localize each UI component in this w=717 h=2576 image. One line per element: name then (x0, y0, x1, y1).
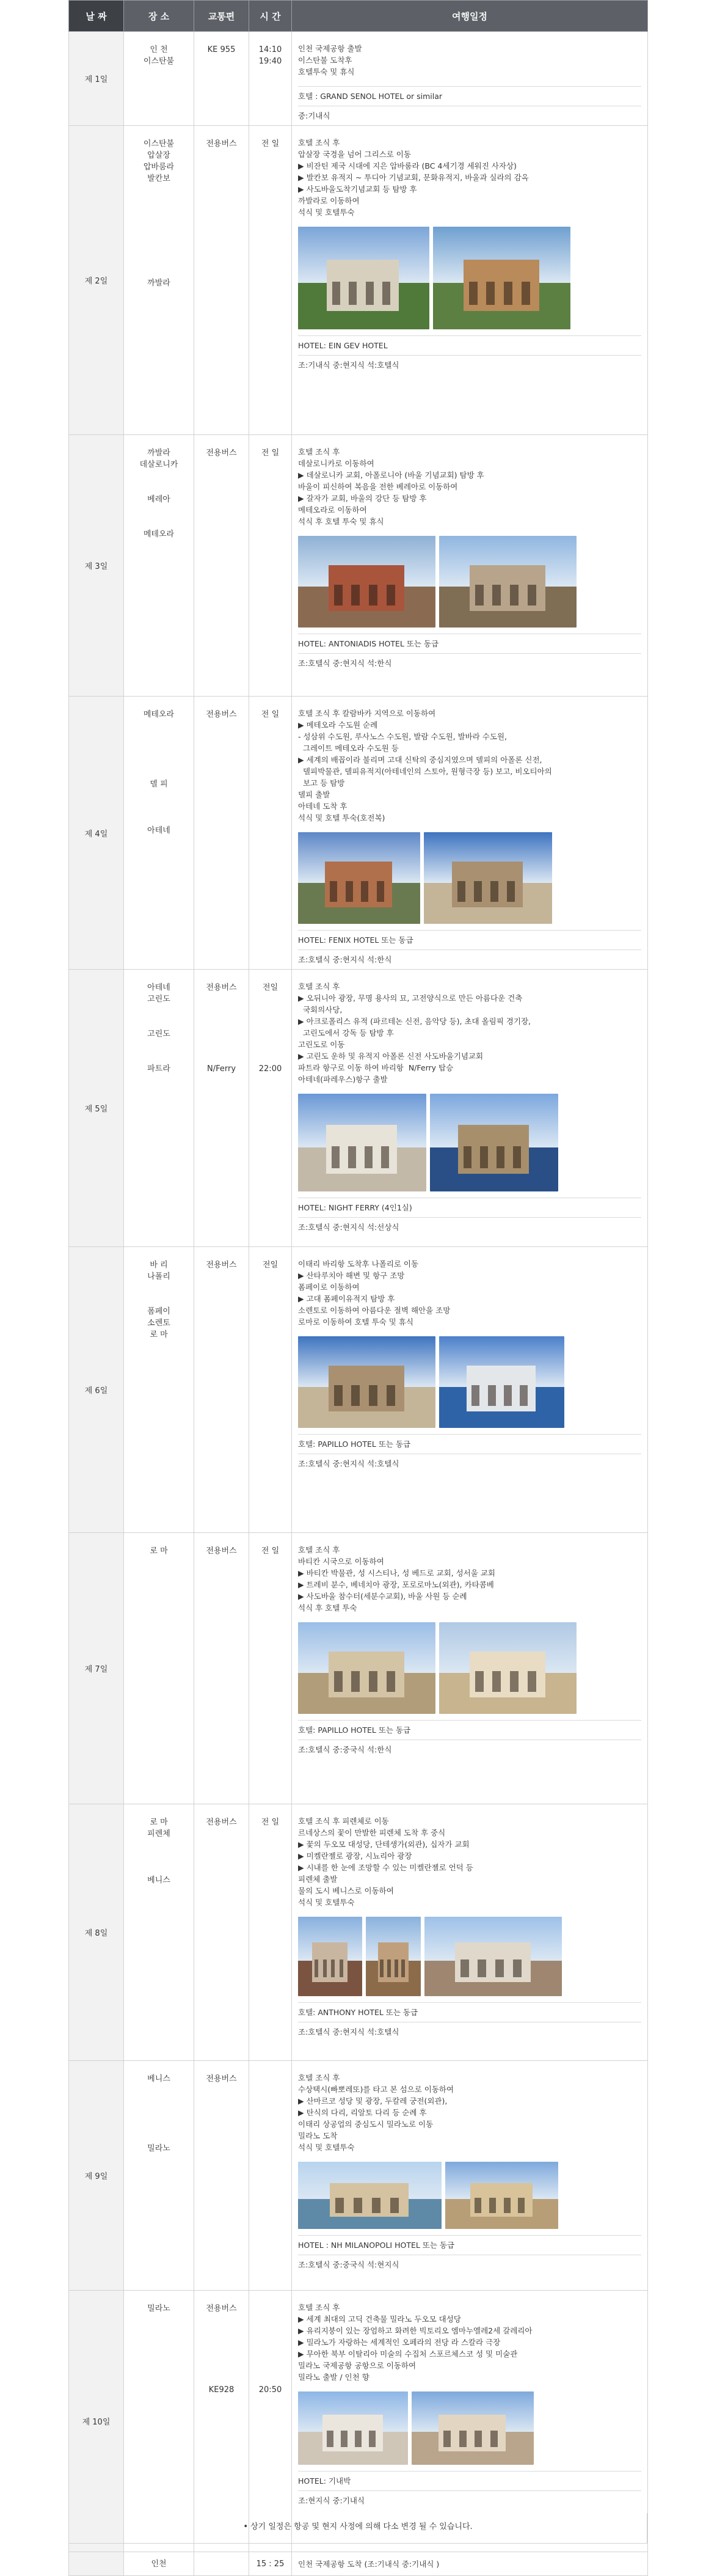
schedule-line: ▶ 세계 최대의 고딕 건축물 밀라노 두오모 대성당 (298, 2314, 461, 2324)
schedule-line: 석식 후 호텔 투숙 및 휴식 (298, 517, 384, 526)
photo-columns (298, 1336, 435, 1428)
transport-cell (194, 2061, 249, 2291)
photo-strip (298, 2162, 641, 2229)
schedule-line: 로마로 이동하여 호텔 투숙 및 휴식 (298, 1317, 413, 1326)
day-row (69, 1533, 648, 1804)
time-cell (249, 126, 292, 435)
table-header-row (69, 1, 648, 32)
time-value: 전 일 (261, 448, 280, 458)
photo-milan (298, 2391, 408, 2465)
schedule-cell (292, 970, 648, 1247)
place-name: 까발라 (147, 448, 170, 458)
place-name: 고린도 (147, 995, 170, 1004)
schedule-cell (292, 435, 648, 697)
place-name: 피렌체 (147, 1829, 170, 1839)
schedule-line: 물의 도시 베니스로 이동하여 (298, 1886, 394, 1895)
schedule-line: 까발라로 이동하여 (298, 196, 360, 205)
arrival-time: 15 : 25 (249, 2552, 292, 2576)
time-cell (249, 970, 292, 1247)
schedule-line: 파트라 항구로 이동 하여 바리항 N/Ferry 탑승 (298, 1063, 454, 1072)
schedule-line: ▶ 산타루치아 해변 및 항구 조망 (298, 1271, 405, 1280)
schedule-line: 호텔 조식 후 피렌체로 이동 (298, 1817, 389, 1826)
schedule-line: 밀라노 출발 / 인천 향 (298, 2373, 369, 2382)
photo-scala (412, 2391, 534, 2465)
schedule-line: 호텔투숙 및 휴식 (298, 67, 355, 76)
place-name: 밀라노 (147, 2144, 170, 2153)
schedule-line: 델피 출발 (298, 790, 330, 799)
meal-info: 조:호텔식 중:중국식 석:현지식 (298, 2255, 641, 2274)
photo-monastery (433, 227, 570, 329)
schedule-line: 석식 및 호텔투숙 (298, 208, 355, 217)
photo-fountain (439, 1622, 577, 1714)
hotel-info: HOTEL: 기내박 (298, 2471, 641, 2490)
schedule-line: 델피박물관, 델피유적지(아테네인의 스토아, 원형극장 등) 보고, 비오티아의 (298, 767, 552, 776)
meal-info: 조:호텔식 중:현지식 석:한식 (298, 950, 641, 969)
day-label: 제 5일 (69, 970, 124, 1247)
place-name: 압살장 (147, 151, 170, 160)
place-name: 압바룸라 (143, 163, 175, 172)
day-row (69, 1804, 648, 2061)
header-place: 장 소 (124, 1, 194, 32)
place-name: 폼페이 (147, 1307, 170, 1316)
schedule-line: 메테오라로 이동하여 (298, 505, 367, 514)
schedule-cell (292, 2061, 648, 2291)
time-cell (249, 697, 292, 970)
photo-tower (298, 1917, 362, 1996)
schedule-line: ▶ 탄식의 다리, 리알토 다리 등 순례 후 (298, 2108, 427, 2117)
time-value: 전 일 (261, 1818, 280, 1827)
place-cell (124, 1247, 194, 1533)
schedule-line: 석식 및 호텔 투숙(호전복) (298, 813, 385, 822)
schedule-line: 호텔 조식 후 (298, 2303, 340, 2312)
hotel-info: 호텔 : GRAND SENOL HOTEL or similar (298, 86, 641, 106)
place-name: 인 천 (150, 45, 168, 54)
schedule-line: ▶ 갈자가 교회, 바울의 강단 등 탐방 후 (298, 494, 427, 503)
day-label: 제 3일 (69, 435, 124, 697)
photo-strip (298, 1336, 641, 1428)
meal-info: 조:호텔식 중:현지식 석:호텔식 (298, 1454, 641, 1473)
transport-value: N/Ferry (206, 1064, 236, 1074)
transport-value: 전용버스 (206, 1261, 237, 1270)
schedule-line: 고린도에서 강독 등 탐방 후 (298, 1028, 394, 1037)
schedule-line: ▶ 세계의 배꼽이라 불리며 고대 신탁의 중심지였으며 델피의 아폴론 신전, (298, 755, 542, 764)
transport-value: 전용버스 (206, 1546, 237, 1556)
schedule-line: 이스탄불 도착후 (298, 56, 352, 65)
schedule-line: 호텔 조식 후 (298, 982, 340, 991)
time-value: 전일 (262, 983, 278, 992)
schedule-line: ▶ 무아한 북부 이탈리아 미술의 수집처 스포르체스코 성 및 미술관 (298, 2349, 518, 2358)
place-cell (124, 1804, 194, 2061)
transport-cell (194, 32, 249, 126)
time-value: 전 일 (261, 710, 280, 719)
transport-value: 전용버스 (206, 2304, 237, 2313)
schedule-line: ▶ 미켈란젤로 광장, 시뇨리아 광장 (298, 1851, 412, 1861)
time-cell (249, 1533, 292, 1804)
time-cell (249, 435, 292, 697)
schedule-line: 이태리 바리항 도착후 나폴리로 이동 (298, 1259, 419, 1268)
hotel-info: HOTEL: EIN GEV HOTEL (298, 335, 641, 355)
transport-cell (194, 697, 249, 970)
photo-strip (298, 227, 641, 329)
day-label: 제 10일 (69, 2291, 124, 2552)
place-cell (124, 32, 194, 126)
meal-info: 조:호텔식 중:현지식 석:호텔식 (298, 2022, 641, 2041)
photo-ruins (439, 536, 577, 628)
place-name: 메테오라 (143, 530, 175, 539)
schedule-line: 고린도로 이동 (298, 1040, 345, 1049)
schedule-line: ▶ 꽃의 두오모 대성당, 단테생가(외관), 십자가 교회 (298, 1840, 470, 1849)
transport-cell (194, 435, 249, 697)
schedule-line: 인천 국제공항 출발 (298, 44, 362, 53)
arrival-text: 인천 국제공항 도착 (조:기내식 중:기내식 ) (292, 2552, 648, 2576)
place-name: 이스탄불 (143, 139, 175, 148)
time-value: 19:40 (258, 57, 282, 66)
hotel-info: 호텔: ANTHONY HOTEL 또는 동급 (298, 2002, 641, 2022)
photo-vatican (298, 1622, 435, 1714)
day-row (69, 697, 648, 970)
place-cell (124, 1533, 194, 1804)
photo-stadium (298, 1094, 426, 1191)
place-name: 메테오라 (143, 710, 175, 719)
schedule-line: ▶ 메테오라 수도원 순례 (298, 720, 378, 730)
schedule-line: ▶ 비잔틴 제국 시대에 지은 압바룸라 (BC 4세기경 세워진 사자상) (298, 161, 517, 170)
photo-temple (298, 227, 429, 329)
photo-duomo (424, 1917, 562, 1996)
schedule-cell (292, 1533, 648, 1804)
schedule-line: ▶ 트레비 분수, 베네치아 광장, 포로로마노(외관), 카타콤베 (298, 1580, 494, 1589)
place-name: 이스탄불 (143, 57, 175, 66)
schedule-line: - 성삼위 수도원, 루사노스 수도원, 발람 수도원, 발바라 수도원, (298, 732, 507, 741)
day-label: 제 6일 (69, 1247, 124, 1533)
schedule-line: 르네상스의 꽃이 만발한 피렌체 도착 후 중식 (298, 1828, 446, 1837)
schedule-line: 밀라노 국제공항 공항으로 이동하여 (298, 2361, 417, 2370)
place-name: 까발라 (147, 279, 170, 288)
schedule-line: ▶ 사도바울도착기념교회 등 탐방 후 (298, 185, 417, 194)
place-name: 델 피 (150, 780, 168, 789)
place-name: 아테네 (147, 826, 170, 835)
meal-info: 중:기내식 (298, 106, 641, 125)
time-value: 14:10 (258, 45, 282, 54)
transport-cell (194, 1533, 249, 1804)
photo-basilica (298, 536, 435, 628)
transport-value: 전용버스 (206, 710, 237, 719)
hotel-info: HOTEL: ANTONIADIS HOTEL 또는 동급 (298, 634, 641, 653)
schedule-cell (292, 697, 648, 970)
header-day: 날 짜 (69, 1, 124, 32)
photo-strip (298, 1917, 641, 1996)
photo-strip (298, 1094, 641, 1191)
day-row (69, 32, 648, 126)
place-name: 로 마 (150, 1818, 168, 1827)
photo-venice (298, 2162, 442, 2229)
meal-info: 조:기내식 중:현지식 석:호텔식 (298, 355, 641, 375)
transport-cell (194, 970, 249, 1247)
day-row (69, 1247, 648, 1533)
photo-cliff (298, 832, 420, 924)
schedule-line: 호텔 조식 후 (298, 447, 340, 456)
photo-strip (298, 536, 641, 628)
schedule-line: ▶ 데살로니카 교회, 아폴로니아 (바울 기념교회) 탐방 후 (298, 470, 484, 480)
header-schedule: 여행일정 (292, 1, 648, 32)
day-row (69, 126, 648, 435)
place-name: 발칸보 (147, 174, 170, 183)
place-cell (124, 126, 194, 435)
schedule-line: ▶ 오뒤니아 광장, 무명 용사의 묘, 고전양식으로 만든 아름다운 건축 (298, 993, 523, 1003)
schedule-line: 그레이트 메테오라 수도원 등 (298, 744, 399, 753)
photo-strip (298, 832, 641, 924)
place-name: 밀라노 (147, 2304, 170, 2313)
transport-cell (194, 126, 249, 435)
day-row (69, 435, 648, 697)
transport-value: 전용버스 (206, 983, 237, 992)
place-name: 로 마 (150, 1330, 168, 1339)
time-cell (249, 1247, 292, 1533)
schedule-line: ▶ 바티칸 박물관, 성 시스티나, 성 베드로 교회, 성서울 교회 (298, 1568, 495, 1578)
day-label: 제 2일 (69, 126, 124, 435)
schedule-line: 호텔 조식 후 (298, 138, 340, 147)
place-name: 고린도 (147, 1030, 170, 1039)
schedule-line: 압살장 국경을 넘어 그리스로 이동 (298, 150, 411, 159)
schedule-line: 밀라노 도착 (298, 2131, 338, 2140)
photo-columns (424, 832, 552, 924)
place-name: 아테네 (147, 983, 170, 992)
photo-palace (366, 1917, 421, 1996)
place-cell (124, 2061, 194, 2291)
time-cell (249, 2061, 292, 2291)
schedule-line: ▶ 밀라노가 자랑하는 세계적인 오페라의 전당 라 스칼라 극장 (298, 2338, 501, 2347)
place-cell (124, 970, 194, 1247)
time-value: 전 일 (261, 139, 280, 148)
transport-value: 전용버스 (206, 448, 237, 458)
place-name: 바 리 (150, 1261, 168, 1270)
hotel-info: HOTEL: FENIX HOTEL 또는 동급 (298, 930, 641, 950)
transport-cell (194, 1247, 249, 1533)
time-value: 전 일 (261, 1546, 280, 1556)
place-name: 파트라 (147, 1064, 170, 1074)
schedule-line: 석식 및 호텔투숙 (298, 1898, 355, 1907)
meal-info: 조:현지식 중:기내식 (298, 2490, 641, 2510)
place-name: 베레아 (147, 495, 170, 504)
time-value: 전일 (262, 1261, 278, 1270)
schedule-line: 석식 후 호텔 투숙 (298, 1603, 357, 1612)
photo-canal (430, 1094, 558, 1191)
photo-sanmarco (445, 2162, 558, 2229)
hotel-info: 호텔: PAPILLO HOTEL 또는 동급 (298, 1720, 641, 1740)
schedule-line: ▶ 유리지붕이 있는 장엄하고 화려한 빅토리오 엠마누엘레2세 갈레리아 (298, 2326, 533, 2335)
day-label: 제 7일 (69, 1533, 124, 1804)
schedule-line: 피렌체 출발 (298, 1875, 338, 1884)
schedule-line: ▶ 산마르코 성당 및 광장, 두칼레 궁전(외관), (298, 2096, 448, 2106)
arrival-transport (194, 2552, 249, 2576)
schedule-line: 보고 등 탐방 (298, 778, 345, 788)
transport-value: KE 955 (207, 45, 236, 54)
day-label: 제 9일 (69, 2061, 124, 2291)
schedule-cell (292, 126, 648, 435)
hotel-info: HOTEL : NH MILANOPOLI HOTEL 또는 동급 (298, 2235, 641, 2255)
time-cell (249, 1804, 292, 2061)
place-name: 나폴리 (147, 1272, 170, 1281)
schedule-line: 국회의사당, (298, 1005, 343, 1014)
meal-info: 조:호텔식 중:현지식 석:선상식 (298, 1217, 641, 1237)
schedule-cell (292, 1247, 648, 1533)
schedule-line: 수상택시(빠뽀레또)를 타고 본 섬으로 이동하여 (298, 2085, 454, 2094)
place-name: 소렌토 (147, 1319, 170, 1328)
transport-value: 전용버스 (206, 1818, 237, 1827)
schedule-line: 이태리 상공업의 중심도시 밀라노로 이동 (298, 2120, 434, 2129)
schedule-line: 호텔 조식 후 칼람바카 지역으로 이동하여 (298, 709, 436, 718)
schedule-line: ▶ 고린도 운하 및 유적지 아폴론 신전 사도바울기념교회 (298, 1052, 484, 1061)
schedule-cell (292, 32, 648, 126)
notice-text: • 상기 일정은 항공 및 현지 사정에 의해 다소 변경 될 수 있습니다. (68, 2513, 647, 2544)
schedule-line: 바티칸 시국으로 이동하여 (298, 1557, 384, 1566)
day-label: 제 8일 (69, 1804, 124, 2061)
meal-info: 조:호텔식 중:현지식 석:한식 (298, 653, 641, 673)
meal-info: 조:호텔식 중:중국식 석:한식 (298, 1740, 641, 1759)
schedule-line: ▶ 발칸보 유적지 ~ 투디아 기념교회, 문화유적지, 바울과 실라의 감옥 (298, 173, 529, 182)
transport-cell (194, 1804, 249, 2061)
photo-strip (298, 2391, 641, 2465)
schedule-line: 폼페이로 이동하여 (298, 1283, 360, 1292)
hotel-info: HOTEL: NIGHT FERRY (4인1실) (298, 1198, 641, 1217)
time-cell (249, 32, 292, 126)
day-row (69, 970, 648, 1247)
schedule-line: 석식 및 호텔투숙 (298, 2143, 355, 2152)
schedule-line: 데살로니카로 이동하여 (298, 459, 374, 468)
schedule-line: 바울이 피신하여 복음을 전한 베레아로 이동하여 (298, 482, 458, 491)
transport-value: 전용버스 (206, 139, 237, 148)
schedule-line: 아테네(파레우스)항구 출발 (298, 1075, 388, 1084)
photo-sea (439, 1336, 564, 1428)
itinerary-table (68, 0, 648, 2576)
transport-value: 전용버스 (206, 2074, 237, 2084)
time-value: 22:00 (258, 1064, 282, 1074)
day-label: 제 1일 (69, 32, 124, 126)
schedule-line: 소렌토로 이동하여 아름다운 절벽 해안을 조망 (298, 1306, 451, 1315)
schedule-line: ▶ 고대 폼페이유적지 탐방 후 (298, 1294, 395, 1303)
header-time: 시 간 (249, 1, 292, 32)
arrival-place: 인천 (124, 2552, 194, 2576)
transport-value: KE928 (208, 2385, 235, 2395)
place-name: 베니스 (147, 1876, 170, 1885)
schedule-line: 호텔 조식 후 (298, 1545, 340, 1554)
day-label: 제 4일 (69, 697, 124, 970)
place-name: 데살로니카 (139, 460, 178, 469)
photo-strip (298, 1622, 641, 1714)
schedule-line: ▶ 사도바울 참수터(세분수교회), 바울 사원 등 순례 (298, 1592, 467, 1601)
schedule-line: 호텔 조식 후 (298, 2073, 340, 2082)
arrival-row (69, 2552, 648, 2576)
time-value: 20:50 (258, 2385, 282, 2395)
day-label-empty (69, 2552, 124, 2576)
place-cell (124, 697, 194, 970)
schedule-cell (292, 1804, 648, 2061)
schedule-line: ▶ 시내를 한 눈에 조망할 수 있는 미켈란젤로 언덕 등 (298, 1863, 473, 1872)
place-name: 로 마 (150, 1546, 168, 1556)
hotel-info: 호텔: PAPILLO HOTEL 또는 동급 (298, 1434, 641, 1454)
place-name: 베니스 (147, 2074, 170, 2084)
schedule-line: ▶ 아크로폴리스 유적 (파르테논 신전, 음악당 등), 초대 올림픽 경기장, (298, 1017, 531, 1026)
schedule-line: 아테네 도착 후 (298, 802, 348, 811)
header-transport: 교통편 (194, 1, 249, 32)
day-row (69, 2061, 648, 2291)
place-cell (124, 435, 194, 697)
